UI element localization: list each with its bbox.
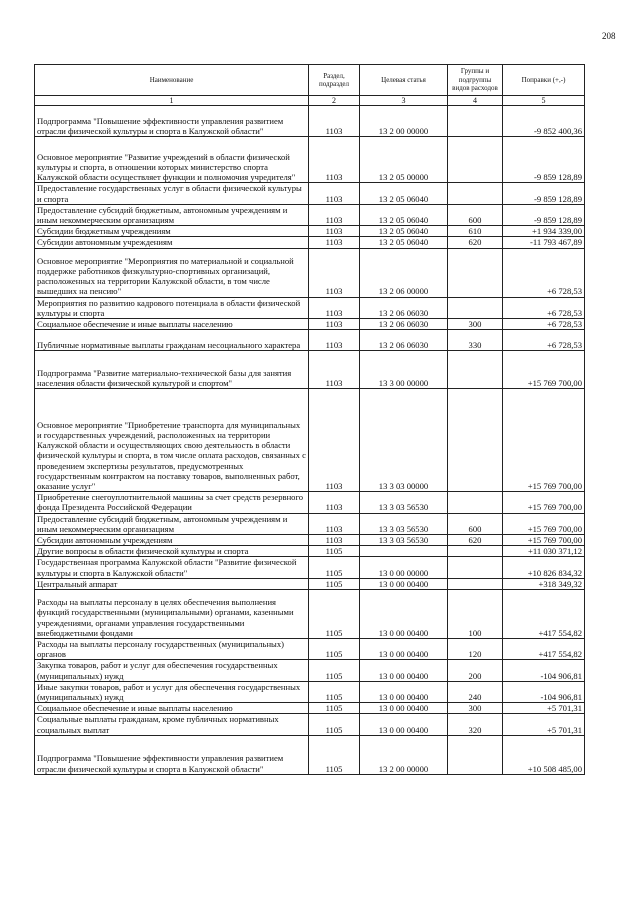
row-group — [448, 297, 503, 318]
row-amount: +15 769 700,00 — [503, 389, 585, 492]
row-name: Социальные выплаты гражданам, кроме публичных нормативных социальных выплат — [35, 714, 309, 735]
row-amount: +6 728,53 — [503, 330, 585, 351]
row-name: Основное мероприятие "Мероприятия по материальной и социальной поддержке работников физкультурно-спортивных организаций, расположенных на территории Калужской области, в том числе вышедших на пенсию" — [35, 248, 309, 297]
row-name: Расходы на выплаты персоналу государственных (муниципальных) органов — [35, 639, 309, 660]
row-target: 13 2 06 06030 — [360, 330, 448, 351]
row-section: 1105 — [309, 660, 360, 681]
row-group — [448, 735, 503, 774]
table-row — [35, 546, 585, 557]
column-number: 2 — [309, 96, 360, 106]
row-name: Подпрограмма "Повышение эффективности управления развитием отрасли физической культуры и спорта в Калужской области" — [35, 735, 309, 774]
row-group — [448, 389, 503, 492]
row-section: 1103 — [309, 248, 360, 297]
row-group: 600 — [448, 204, 503, 225]
table-row — [35, 297, 585, 318]
row-target: 13 0 00 00400 — [360, 714, 448, 735]
table-row — [35, 513, 585, 534]
table-header-row — [35, 65, 585, 96]
row-amount: -104 906,81 — [503, 681, 585, 702]
row-section: 1105 — [309, 735, 360, 774]
column-number: 5 — [503, 96, 585, 106]
header-amount: Поправки (+,-) — [503, 65, 585, 96]
row-amount: +10 508 485,00 — [503, 735, 585, 774]
row-target: 13 0 00 00400 — [360, 578, 448, 589]
row-group — [448, 492, 503, 513]
table-row — [35, 590, 585, 639]
row-section: 1103 — [309, 237, 360, 248]
row-amount: +318 349,32 — [503, 578, 585, 589]
table-row — [35, 237, 585, 248]
row-section: 1105 — [309, 557, 360, 578]
table-row — [35, 735, 585, 774]
row-target: 13 2 05 06040 — [360, 226, 448, 237]
row-amount: -104 906,81 — [503, 660, 585, 681]
row-name: Предоставление субсидий бюджетным, автономным учреждениям и иным некоммерческим организациям — [35, 513, 309, 534]
row-group: 320 — [448, 714, 503, 735]
table-row — [35, 319, 585, 330]
row-section: 1105 — [309, 639, 360, 660]
row-target: 13 0 00 00400 — [360, 639, 448, 660]
row-amount: +1 934 339,00 — [503, 226, 585, 237]
row-amount: +417 554,82 — [503, 590, 585, 639]
header-name: Наименование — [35, 65, 309, 96]
row-name: Социальное обеспечение и иные выплаты населению — [35, 703, 309, 714]
row-target: 13 0 00 00400 — [360, 681, 448, 702]
table-row — [35, 183, 585, 204]
row-group: 600 — [448, 513, 503, 534]
row-amount: +6 728,53 — [503, 319, 585, 330]
column-numbers-row — [35, 96, 585, 106]
column-number: 4 — [448, 96, 503, 106]
row-group — [448, 578, 503, 589]
header-target: Целевая статья — [360, 65, 448, 96]
row-target: 13 3 03 56530 — [360, 535, 448, 546]
row-section: 1103 — [309, 106, 360, 137]
table-row — [35, 330, 585, 351]
row-section: 1105 — [309, 703, 360, 714]
row-group: 300 — [448, 703, 503, 714]
row-name: Основное мероприятие "Развитие учреждений в области физической культуры и спорта, в отношении которых министерство спорта Калужской области осуществляет функции и полномочия учредителя" — [35, 137, 309, 183]
row-name: Государственная программа Калужской области "Развитие физической культуры и спорта в Калужской области" — [35, 557, 309, 578]
table-row — [35, 703, 585, 714]
table-row — [35, 714, 585, 735]
row-group: 330 — [448, 330, 503, 351]
row-target: 13 0 00 00000 — [360, 557, 448, 578]
page-number: 208 — [602, 31, 616, 41]
row-section: 1105 — [309, 546, 360, 557]
table-row — [35, 389, 585, 492]
row-target: 13 2 05 06040 — [360, 237, 448, 248]
row-group — [448, 248, 503, 297]
row-group: 120 — [448, 639, 503, 660]
table-row — [35, 492, 585, 513]
header-section: Раздел, подраздел — [309, 65, 360, 96]
table-row — [35, 204, 585, 225]
row-target: 13 2 06 06030 — [360, 297, 448, 318]
row-section: 1105 — [309, 714, 360, 735]
row-section: 1103 — [309, 513, 360, 534]
row-amount: -11 793 467,89 — [503, 237, 585, 248]
row-target: 13 3 00 00000 — [360, 351, 448, 389]
table-row — [35, 248, 585, 297]
row-group: 610 — [448, 226, 503, 237]
row-target: 13 2 05 06040 — [360, 204, 448, 225]
table-row — [35, 660, 585, 681]
row-amount: +15 769 700,00 — [503, 492, 585, 513]
row-section: 1103 — [309, 183, 360, 204]
row-section: 1103 — [309, 535, 360, 546]
row-amount: -9 859 128,89 — [503, 137, 585, 183]
table-row — [35, 557, 585, 578]
row-amount: +417 554,82 — [503, 639, 585, 660]
table-row — [35, 226, 585, 237]
row-group — [448, 546, 503, 557]
row-group: 100 — [448, 590, 503, 639]
row-target: 13 2 06 06030 — [360, 319, 448, 330]
budget-amendments-table — [34, 64, 585, 775]
row-name: Расходы на выплаты персоналу в целях обеспечения выполнения функций государственными (муниципальными) органами, казенными учреждениями, органами управления государственными внебюджетными фондами — [35, 590, 309, 639]
row-name: Предоставление государственных услуг в области физической культуры и спорта — [35, 183, 309, 204]
row-section: 1105 — [309, 590, 360, 639]
table-row — [35, 681, 585, 702]
table-body — [35, 106, 585, 775]
row-name: Субсидии автономным учреждениям — [35, 237, 309, 248]
row-amount: -9 859 128,89 — [503, 204, 585, 225]
row-group — [448, 351, 503, 389]
row-group: 200 — [448, 660, 503, 681]
row-section: 1103 — [309, 137, 360, 183]
row-amount: +15 769 700,00 — [503, 535, 585, 546]
row-target: 13 3 03 56530 — [360, 513, 448, 534]
row-section: 1103 — [309, 389, 360, 492]
row-name: Предоставление субсидий бюджетным, автономным учреждениям и иным некоммерческим организациям — [35, 204, 309, 225]
row-amount: +15 769 700,00 — [503, 513, 585, 534]
row-amount: +6 728,53 — [503, 297, 585, 318]
table-row — [35, 578, 585, 589]
row-target: 13 2 00 00000 — [360, 106, 448, 137]
row-section: 1105 — [309, 681, 360, 702]
row-name: Публичные нормативные выплаты гражданам несоциального характера — [35, 330, 309, 351]
row-amount: +10 826 834,32 — [503, 557, 585, 578]
table-row — [35, 639, 585, 660]
row-group — [448, 137, 503, 183]
row-section: 1103 — [309, 226, 360, 237]
row-name: Субсидии автономным учреждениям — [35, 535, 309, 546]
row-amount: +15 769 700,00 — [503, 351, 585, 389]
row-section: 1103 — [309, 297, 360, 318]
row-amount: -9 859 128,89 — [503, 183, 585, 204]
row-amount: +6 728,53 — [503, 248, 585, 297]
table-row — [35, 106, 585, 137]
row-amount: +11 030 371,12 — [503, 546, 585, 557]
row-name: Иные закупки товаров, работ и услуг для обеспечения государственных (муниципальных) нужд — [35, 681, 309, 702]
row-section: 1103 — [309, 204, 360, 225]
row-name: Субсидии бюджетным учреждениям — [35, 226, 309, 237]
row-name: Другие вопросы в области физической культуры и спорта — [35, 546, 309, 557]
row-section: 1103 — [309, 319, 360, 330]
row-target: 13 3 03 56530 — [360, 492, 448, 513]
row-group — [448, 183, 503, 204]
row-target: 13 3 03 00000 — [360, 389, 448, 492]
row-target: 13 2 05 06040 — [360, 183, 448, 204]
row-section: 1103 — [309, 330, 360, 351]
row-name: Подпрограмма "Повышение эффективности управления развитием отрасли физической культуры и спорта в Калужской области" — [35, 106, 309, 137]
row-group — [448, 106, 503, 137]
table-row — [35, 137, 585, 183]
row-target: 13 0 00 00400 — [360, 590, 448, 639]
row-target: 13 2 06 00000 — [360, 248, 448, 297]
row-name: Мероприятия по развитию кадрового потенциала в области физической культуры и спорта — [35, 297, 309, 318]
row-section: 1103 — [309, 351, 360, 389]
row-name: Основное мероприятие "Приобретение транспорта для муниципальных и государственных учреждений, расположенных на территории Калужской области и осуществляющих свою деятельность в области физической культуры и спорта, в том числе оплата расходов, связанных с проведением экспертизы результатов, предусмотренных государственным контрактом на поставку товаров, выполненных работ, оказание услуг" — [35, 389, 309, 492]
row-amount: -9 852 400,36 — [503, 106, 585, 137]
table-row — [35, 351, 585, 389]
row-target: 13 2 05 00000 — [360, 137, 448, 183]
row-name: Центральный аппарат — [35, 578, 309, 589]
row-group — [448, 557, 503, 578]
row-group: 620 — [448, 535, 503, 546]
table-row — [35, 535, 585, 546]
row-target: 13 0 00 00400 — [360, 660, 448, 681]
column-number: 3 — [360, 96, 448, 106]
row-name: Закупка товаров, работ и услуг для обеспечения государственных (муниципальных) нужд — [35, 660, 309, 681]
row-target — [360, 546, 448, 557]
row-target: 13 2 00 00000 — [360, 735, 448, 774]
row-group: 300 — [448, 319, 503, 330]
row-name: Подпрограмма "Развитие материально-технической базы для занятия населения области физической культурой и спортом" — [35, 351, 309, 389]
row-amount: +5 701,31 — [503, 714, 585, 735]
row-amount: +5 701,31 — [503, 703, 585, 714]
row-name: Социальное обеспечение и иные выплаты населению — [35, 319, 309, 330]
row-group: 240 — [448, 681, 503, 702]
row-name: Приобретение снегоуплотнительной машины за счет средств резервного фонда Президента Российской Федерации — [35, 492, 309, 513]
header-groups: Группы и подгруппы видов расходов — [448, 65, 503, 96]
row-group: 620 — [448, 237, 503, 248]
column-number: 1 — [35, 96, 309, 106]
row-section: 1103 — [309, 492, 360, 513]
row-section: 1105 — [309, 578, 360, 589]
row-target: 13 0 00 00400 — [360, 703, 448, 714]
